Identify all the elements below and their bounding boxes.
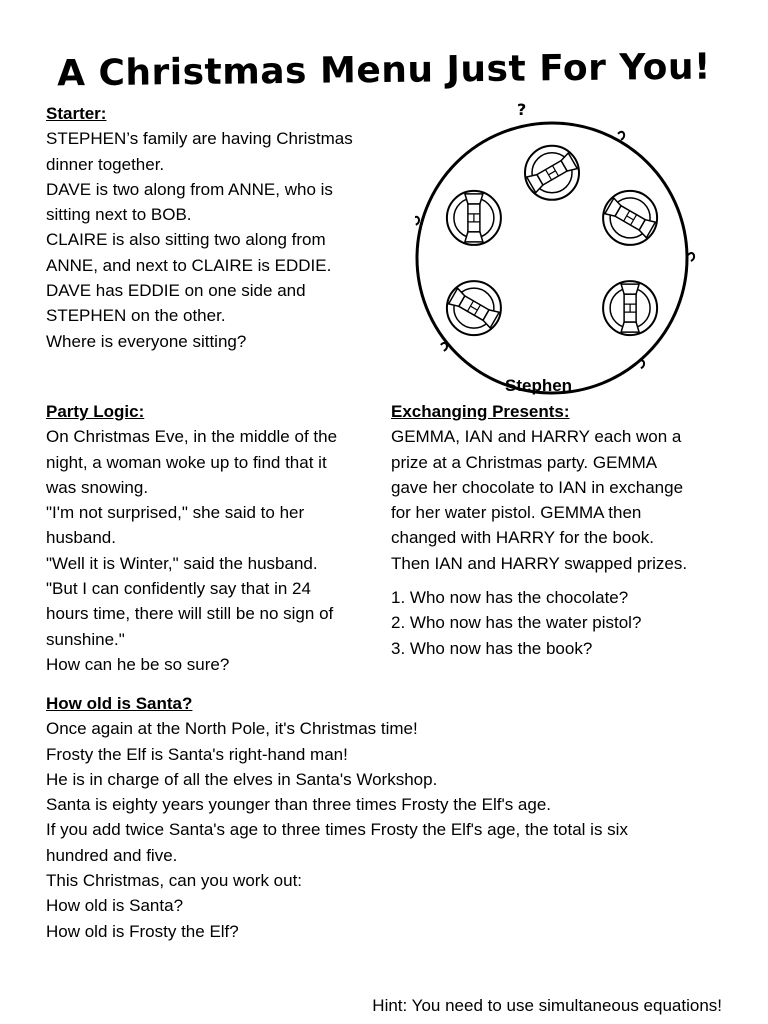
starter-line: STEPHEN on the other.: [46, 306, 226, 326]
stephen-seat-label: Stephen: [505, 376, 573, 395]
starter-line: ANNE, and next to CLAIRE is EDDIE.: [46, 255, 332, 275]
party-logic-line: hours time, there will still be no sign of: [46, 604, 334, 624]
cracker: [465, 194, 483, 242]
cracker: [621, 284, 639, 332]
seating-diagram: [415, 98, 705, 398]
santa-line: Once again at the North Pole, it's Christmas time!: [46, 719, 418, 739]
exchanging-line: gave her chocolate to IAN in exchange: [391, 477, 684, 497]
santa-line: If you add twice Santa's age to three times Frosty the Elf's age, the total is six: [46, 820, 628, 840]
starter-line: DAVE is two along from ANNE, who is: [46, 179, 333, 199]
party-logic-line: night, a woman woke up to find that it: [46, 452, 327, 472]
exchanging-line: GEMMA, IAN and HARRY each won a: [391, 427, 682, 447]
place-settings: [447, 146, 657, 335]
hint-text: Hint: You need to use simultaneous equations!: [372, 996, 722, 1015]
seat-marker: [441, 343, 447, 351]
party-logic-line: "Well it is Winter," said the husband.: [46, 553, 318, 573]
starter-line: STEPHEN’s family are having Christmas: [46, 129, 353, 149]
party-logic-line: husband.: [46, 528, 116, 548]
santa-line: How old is Frosty the Elf?: [46, 921, 239, 941]
party-logic-line: sunshine.": [46, 629, 125, 649]
seat-question-mark: ?: [517, 100, 527, 119]
starter-line: dinner together.: [46, 154, 165, 174]
starter-heading: Starter:: [46, 104, 107, 123]
santa-line: How old is Santa?: [46, 896, 184, 916]
place-setting: [447, 281, 501, 335]
party-logic-section: [46, 399, 381, 677]
exchanging-line: for her water pistol. GEMMA then: [391, 503, 642, 523]
seat-marker: [415, 217, 419, 225]
party-logic-line: "But I can confidently say that in 24: [46, 579, 311, 599]
starter-line: DAVE has EDDIE on one side and: [46, 281, 306, 301]
starter-line: CLAIRE is also sitting two along from: [46, 230, 326, 250]
exchanging-line: changed with HARRY for the book.: [391, 528, 655, 548]
exchanging-line: prize at a Christmas party. GEMMA: [391, 452, 658, 472]
starter-section: [46, 101, 391, 354]
exchanging-heading: Exchanging Presents:: [391, 402, 570, 421]
seat-marker: [688, 253, 694, 261]
page-title: A Christmas Menu Just For You!: [56, 46, 712, 95]
santa-line: This Christmas, can you work out:: [46, 871, 303, 891]
exchanging-presents-section: [391, 399, 751, 661]
santa-line: hundred and five.: [46, 845, 178, 865]
place-setting: [603, 281, 657, 335]
party-logic-line: "I'm not surprised," she said to her: [46, 503, 305, 523]
party-logic-line: How can he be so sure?: [46, 654, 230, 674]
seat-marker: [618, 132, 624, 140]
santa-heading: How old is Santa?: [46, 694, 193, 713]
santa-line: He is in charge of all the elves in Santa's Workshop.: [46, 769, 438, 789]
place-setting: [525, 146, 579, 200]
exchanging-question: 2. Who now has the water pistol?: [391, 613, 642, 633]
exchanging-question: 3. Who now has the book?: [391, 638, 593, 658]
santa-line: Frosty the Elf is Santa's right-hand man!: [46, 744, 348, 764]
party-logic-heading: Party Logic:: [46, 402, 145, 421]
party-logic-line: was snowing.: [46, 477, 149, 497]
santa-age-section: [46, 691, 726, 944]
starter-line: Where is everyone sitting?: [46, 331, 247, 351]
exchanging-question: 1. Who now has the chocolate?: [391, 588, 629, 608]
place-setting: [447, 191, 501, 245]
party-logic-line: On Christmas Eve, in the middle of the: [46, 427, 338, 447]
place-setting: [603, 191, 657, 245]
exchanging-line: Then IAN and HARRY swapped prizes.: [391, 553, 688, 573]
starter-line: sitting next to BOB.: [46, 205, 192, 225]
santa-line: Santa is eighty years younger than three times Frosty the Elf's age.: [46, 795, 552, 815]
